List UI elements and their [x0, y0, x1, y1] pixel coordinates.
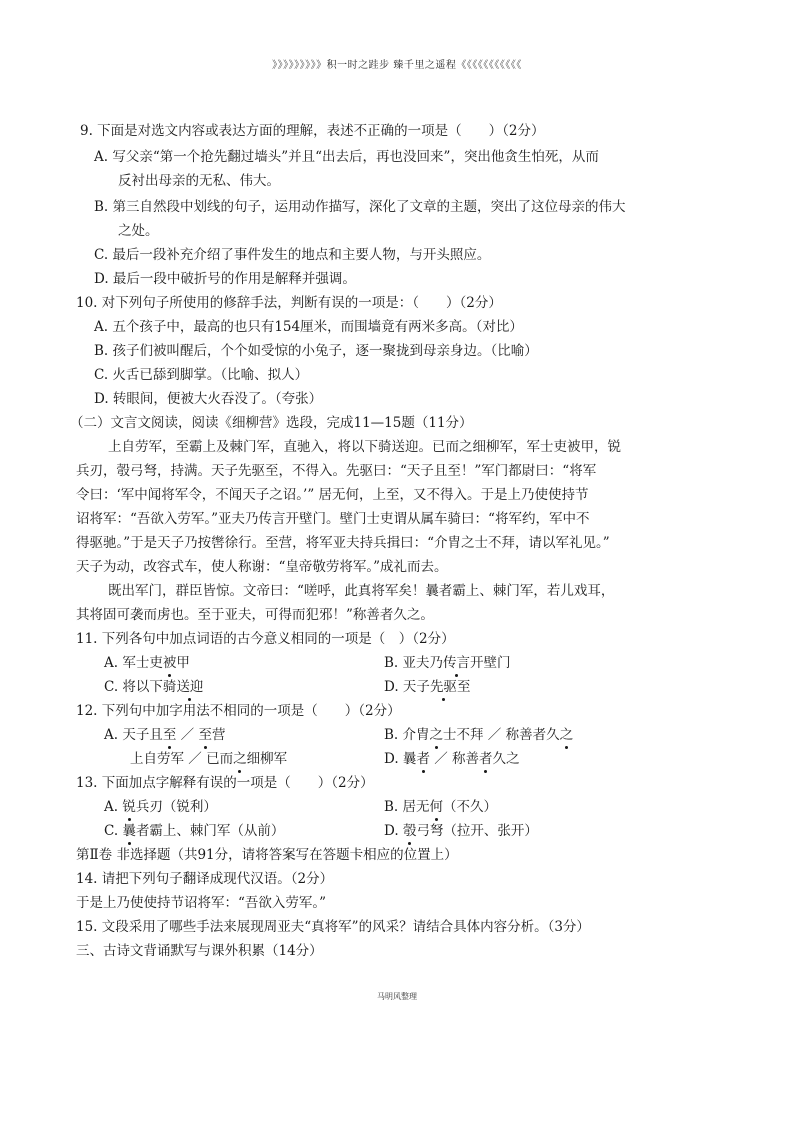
q13-option-c: C. 曩者霸上、棘门军（从前） — [104, 823, 285, 839]
passage-line: 其将固可袭而虏也。至于亚夫，可得而犯邪！”称善者久之。 — [76, 607, 434, 623]
q11-stem: 11. 下列各句中加点词语的古今意义相同的一项是（ ）（2分） — [76, 631, 455, 647]
q13-stem: 13. 下面加点字解释有误的一项是（ ）（2分） — [76, 775, 374, 791]
passage-line: 诏将军：“吾欲入劳军。”亚夫乃传言开壁门。壁门士吏谓从属车骑曰：“将军约，军中不 — [76, 511, 590, 527]
q13-option-b: B. 居无何（不久） — [384, 799, 498, 815]
part-2-heading: 第Ⅱ卷 非选择题（共91分，请将答案写在答题卡相应的位置上） — [76, 847, 458, 863]
q15-stem: 15. 文段采用了哪些手法来展现周亚夫“真将军”的风采？请结合具体内容分析。（3分） — [76, 919, 590, 935]
q12-option-b: B. 介胄之士不拜 ／ 称善者久之 — [384, 727, 574, 743]
q12-option-a: A. 天子且至 ／ 至营 — [104, 727, 226, 743]
q9-option-a-cont: 反衬出母亲的无私、伟大。 — [118, 173, 280, 189]
passage-line: 上自劳军，至霸上及棘门军，直驰入，将以下骑送迎。已而之细柳军，军士吏被甲，锐 — [108, 439, 621, 455]
emphasis-dot-word: 之 — [233, 751, 247, 767]
emphasis-dot-word: 被 — [162, 655, 177, 671]
emphasis-dot-word: 之 — [429, 727, 444, 743]
q13-option-a: A. 锐兵刃（锐利） — [104, 799, 217, 815]
emphasis-dot-word: 之 — [559, 727, 574, 743]
q12-option-d: D. 曩者 ／ 称善者久之 — [384, 751, 520, 767]
q10-stem: 10. 对下列句子所使用的修辞手法，判断有误的一项是：（ ）（2分） — [76, 295, 502, 311]
emphasis-dot-word: 先驱 — [429, 679, 457, 695]
q10-option-c: C. 火舌已舔到脚掌。（比喻、拟人） — [94, 367, 309, 383]
q10-option-d: D. 转眼间，便被大火吞没了。（夸张） — [94, 391, 323, 407]
q11-option-b: B. 亚夫乃传言开壁门 — [384, 655, 511, 671]
section-2-heading: （二）文言文阅读，阅读《细柳营》选段，完成11—15题（11分） — [70, 415, 473, 431]
q14-stem: 14. 请把下列句子翻译成现代汉语。（2分） — [76, 871, 334, 887]
q12-option-c: 上自劳军 ／ 已而之细柳军 — [130, 751, 288, 767]
q11-option-a: A. 军士吏被甲 — [104, 655, 190, 671]
emphasis-dot-word: 至 — [198, 727, 212, 743]
q12-stem: 12. 下列句中加字用法不相同的一项是（ ）（2分） — [76, 703, 401, 719]
page-header: 》》》》》》》》》积一时之跬步 臻千里之遥程《《《《《《《《《《《 — [272, 60, 522, 71]
q11-option-d: D. 天子先驱至 — [384, 679, 471, 695]
q9-stem: 9. 下面是对选文内容或表达方面的理解，表述不正确的一项是（ ）（2分） — [80, 123, 545, 139]
passage-line: 既出军门，群臣皆惊。文帝曰：“嗟呼，此真将军矣！曩者霸上、棘门军，若儿戏耳， — [108, 583, 615, 599]
q9-option-b-cont: 之处。 — [118, 223, 159, 239]
passage-line: 兵刃，彀弓弩，持满。天子先驱至，不得入。先驱曰：“天子且至！”军门都尉曰：“将军 — [76, 463, 597, 479]
q10-option-b: B. 孩子们被叫醒后，个个如受惊的小兔子，逐一聚拢到母亲身边。（比喻） — [94, 343, 538, 359]
emphasis-dot-word: 彀 — [402, 823, 417, 839]
emphasis-dot-word: 至 — [162, 727, 177, 743]
emphasis-dot-word: 送迎 — [176, 679, 204, 695]
q11-option-c: C. 将以下骑送迎 — [104, 679, 204, 695]
emphasis-dot-word: 传言 — [443, 655, 471, 671]
emphasis-dot-word: 何 — [429, 799, 444, 815]
emphasis-dot-word: 者 — [479, 751, 493, 767]
q9-option-d: D. 最后一段中破折号的作用是解释并强调。 — [94, 271, 356, 287]
emphasis-dot-word: 者 — [416, 751, 430, 767]
q10-option-a: A. 五个孩子中，最高的也只有154厘米，而围墙竟有两米多高。（对比） — [94, 319, 523, 335]
section-3-heading: 三、古诗文背诵默写与课外积累（14分） — [76, 943, 323, 959]
q9-option-b: B. 第三自然段中划线的句子，运用动作描写，深化了文章的主题，突出了这位母亲的伟大 — [94, 199, 626, 215]
q13-option-d: D. 彀弓弩（拉开、张开） — [384, 823, 538, 839]
emphasis-dot-word: 锐 — [122, 799, 136, 815]
passage-line: 令曰：‘军中闻将军令，不闻天子之诏。’” 居无何，上至，又不得入。于是上乃使使持节 — [76, 487, 589, 503]
passage-line: 天子为动，改容式车，使人称谢：“皇帝敬劳将军。”成礼而去。 — [76, 559, 448, 575]
passage-line: 得驱驰。”于是天子乃按辔徐行。至营，将军亚夫持兵揖曰：“介胄之士不拜，请以军礼见。” — [76, 535, 610, 551]
q14-sentence: 于是上乃使使持节诏将军：“吾欲入劳军。” — [76, 895, 327, 911]
page-footer: 马明风整理 — [377, 992, 417, 1001]
emphasis-dot-word: 曩 — [122, 823, 136, 839]
q9-option-c: C. 最后一段补充介绍了事件发生的地点和主要人物，与开头照应。 — [94, 247, 491, 263]
q9-option-a: A. 写父亲“第一个抢先翻过墙头”并且“出去后，再也没回来”，突出他贪生怕死，从而 — [94, 149, 599, 165]
